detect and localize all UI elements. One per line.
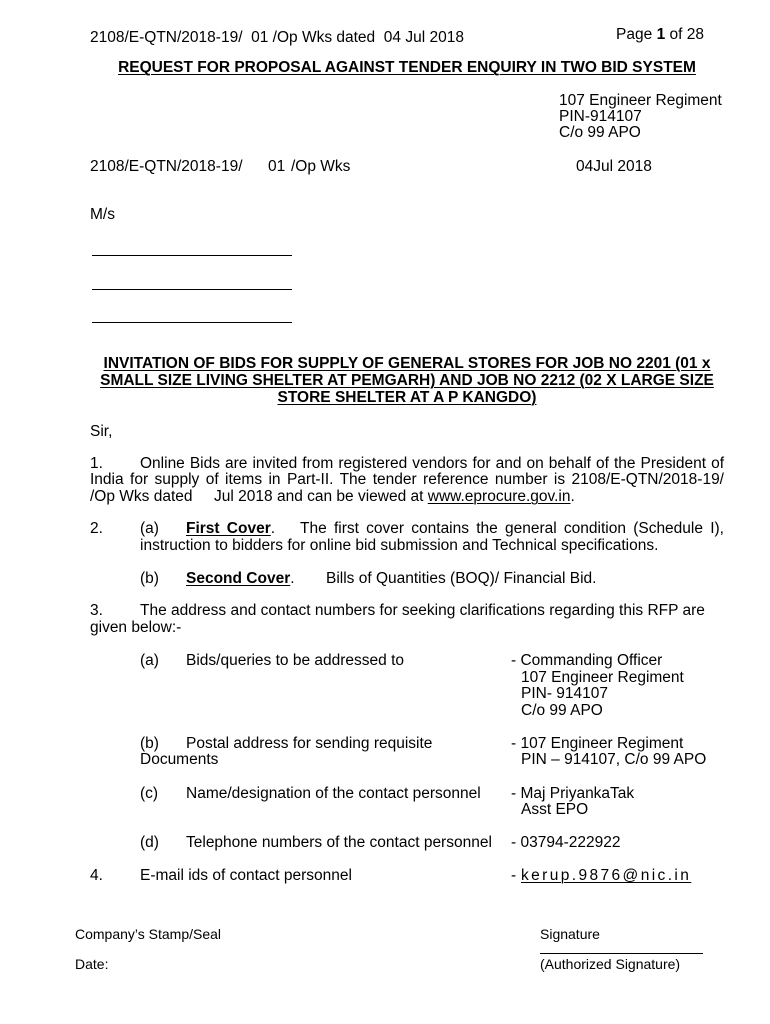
para1-line-3 <box>90 488 575 505</box>
para4-number: 4. <box>90 867 103 884</box>
contact-item-b-text-2: Documents <box>140 751 219 768</box>
contact-item-a-value-4: C/o 99 APO <box>521 702 603 719</box>
page-of-word: of <box>669 26 683 43</box>
second-cover-heading-end: . <box>290 570 295 587</box>
para4-value-prefix: - <box>511 867 517 884</box>
contact-item-a-label: (a) <box>140 652 159 669</box>
reference-date: 04Jul 2018 <box>576 158 652 175</box>
subject-row-2 <box>90 372 724 389</box>
reference-serial: 01 <box>268 158 286 175</box>
document-title-row <box>90 59 724 76</box>
para3-line-1: The address and contact numbers for seeking clarifications regarding this RFP are <box>140 602 705 619</box>
contact-item-b-text-1: Postal address for sending requisite <box>186 735 433 752</box>
company-stamp-label: Company’s Stamp/Seal <box>75 926 222 942</box>
header-reference: 2108/E-QTN/2018-19/ 01 /Op Wks dated 04 Jul 2018 <box>90 29 464 46</box>
subject-row-1 <box>90 355 724 372</box>
page-current-number: 1 <box>656 26 666 43</box>
contact-item-b-value-1: - 107 Engineer Regiment <box>511 735 684 752</box>
signature-label: Signature <box>540 926 600 942</box>
sender-address-line-2: PIN-914107 <box>559 108 642 125</box>
page-indicator <box>616 26 704 43</box>
sender-address-line-3: C/o 99 APO <box>559 124 641 141</box>
authorized-signature-label: (Authorized Signature) <box>540 956 681 972</box>
subject-line-3: STORE SHELTER AT A P KANGDO) <box>277 389 537 406</box>
sender-address-line-1: 107 Engineer Regiment <box>559 92 722 109</box>
page-word: Page <box>616 26 653 43</box>
para1-line-2: India for supply of items in Part-II. The tender reference number is 2108/E-QTN/2018-19/ <box>90 471 724 488</box>
contact-item-d-value: - 03794-222922 <box>511 834 621 851</box>
para2-b-heading-row <box>186 570 295 587</box>
contact-email-link[interactable]: kerup.9876@nic.in <box>521 867 692 884</box>
para2-a-label: (a) <box>140 520 159 537</box>
first-cover-heading: First Cover <box>186 520 271 537</box>
contact-item-a-value-2: 107 Engineer Regiment <box>521 669 684 686</box>
addressee-prefix: M/s <box>90 206 115 223</box>
contact-item-b-label: (b) <box>140 735 159 752</box>
document-title: REQUEST FOR PROPOSAL AGAINST TENDER ENQUIRY IN TWO BID SYSTEM <box>118 59 696 76</box>
contact-item-c-value-2: Asst EPO <box>521 801 589 818</box>
contact-item-c-text: Name/designation of the contact personnel <box>186 785 481 802</box>
subject-line-1: INVITATION OF BIDS FOR SUPPLY OF GENERAL STORES FOR JOB NO 2201 (01 x <box>103 355 711 372</box>
addressee-blank-line-1 <box>92 255 292 256</box>
contact-item-a-text: Bids/queries to be addressed to <box>186 652 404 669</box>
first-cover-text: The first cover contains the general condition (Schedule I), <box>300 520 724 537</box>
para1-line-1: Online Bids are invited from registered vendors for and on behalf of the President of <box>140 455 724 472</box>
contact-item-a-value-1: - Commanding Officer <box>511 652 663 669</box>
para1-number: 1. <box>90 455 103 472</box>
contact-item-a-value-3: PIN- 914107 <box>521 685 609 702</box>
signature-line <box>540 953 703 954</box>
para1-line-3-end: . <box>570 488 575 505</box>
eprocure-link[interactable]: www.eprocure.gov.in <box>427 488 571 505</box>
second-cover-text: Bills of Quantities (BOQ)/ Financial Bid. <box>326 570 597 587</box>
addressee-blank-line-2 <box>92 289 292 290</box>
reference-number: 2108/E-QTN/2018-19/ <box>90 158 243 175</box>
para2-number: 2. <box>90 520 103 537</box>
contact-item-c-value-1: - Maj PriyankaTak <box>511 785 635 802</box>
contact-item-d-text: Telephone numbers of the contact personnel <box>186 834 492 851</box>
contact-item-d-label: (d) <box>140 834 159 851</box>
second-cover-heading: Second Cover <box>186 570 291 587</box>
first-cover-heading-end: . <box>270 520 276 537</box>
para2-a-line-1 <box>186 520 724 537</box>
reference-branch: /Op Wks <box>291 158 351 175</box>
salutation: Sir, <box>90 423 113 440</box>
para2-a-line-2: instruction to bidders for online bid submission and Technical specifications. <box>140 537 659 554</box>
subject-line-2: SMALL SIZE LIVING SHELTER AT PEMGARH) AND JOB NO 2212 (02 X LARGE SIZE <box>100 372 714 389</box>
para2-b-label: (b) <box>140 570 159 587</box>
para1-line-3-text: /Op Wks dated Jul 2018 and can be viewed at <box>90 488 428 505</box>
para3-number: 3. <box>90 602 103 619</box>
page-total-number: 28 <box>686 26 704 43</box>
date-label: Date: <box>75 956 109 972</box>
subject-row-3 <box>90 389 724 406</box>
addressee-blank-line-3 <box>92 322 292 323</box>
contact-item-c-label: (c) <box>140 785 159 802</box>
para3-line-2: given below:- <box>90 619 182 636</box>
contact-item-b-value-2: PIN – 914107, C/o 99 APO <box>521 751 707 768</box>
para4-text: E-mail ids of contact personnel <box>140 867 352 884</box>
